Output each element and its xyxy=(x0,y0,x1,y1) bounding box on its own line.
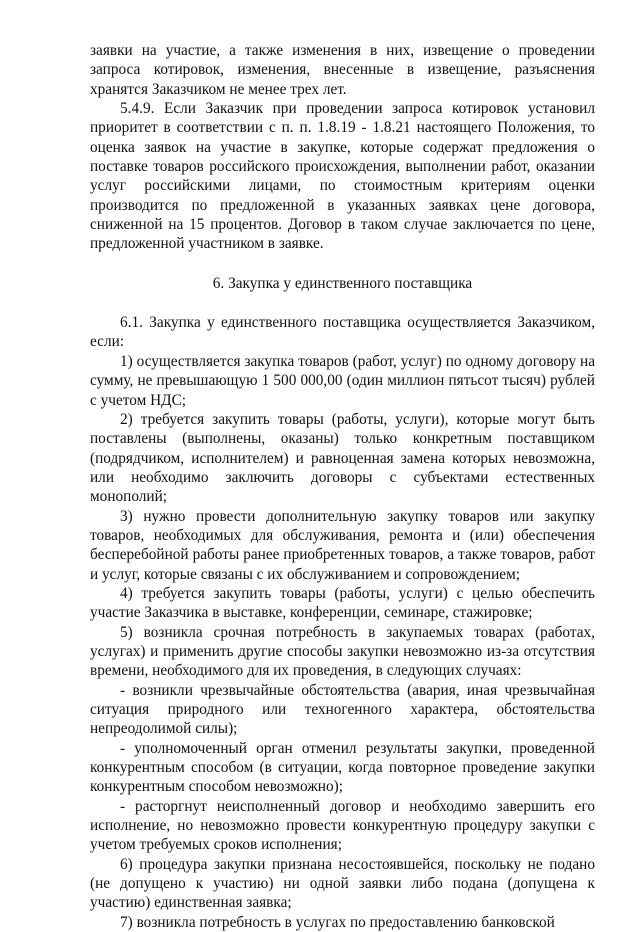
list-item-3: 3) нужно провести дополнительную закупку товаров или закупку товаров, необходимых для обслуживания, ремонта и (или) обеспечения бесперебойной работы ранее приобретенных товаров, а также товаров, работ и услуг, которые связаны с их обслуживанием и сопровождением; xyxy=(90,507,595,583)
list-item-4: 4) требуется закупить товары (работы, услуги) с целью обеспечить участие Заказчика в выставке, конференции, семинаре, стажировке; xyxy=(90,584,595,622)
list-item-1: 1) осуществляется закупка товаров (работ, услуг) по одному договору на сумму, не превышающую 1 500 000,00 (один миллион пятьсот тысяч) рублей с учетом НДС; xyxy=(90,352,595,409)
section-heading: 6. Закупка у единственного поставщика xyxy=(212,274,473,292)
document-body xyxy=(90,41,595,932)
paragraph-6-1: 6.1. Закупка у единственного поставщика осуществляется Заказчиком, если: xyxy=(90,314,595,351)
list-item-6: 6) процедура закупки признана несостоявшейся, поскольку не подано (не допущено к участию) ни одной заявки либо подана (допущена к участию) единственная заявка; xyxy=(90,855,595,912)
sub-item-terminated-contract: - расторгнут неисполненный договор и необходимо завершить его исполнение, но невозможно провести конкурентную процедуру закупки с учетом требуемых сроков исполнения; xyxy=(90,797,595,854)
paragraph-5-4-9: 5.4.9. Если Заказчик при проведении запроса котировок установил приоритет в соответствии с п. п. 1.8.19 - 1.8.21 настоящего Положения, то оценка заявок на участие в закупке, которые содержат предложения о поставке товаров российского происхождения, выполнении работ, оказании услуг российскими лицами, по стоимостным критериям оценки производится по предложенной в указанных заявках цене договора, сниженной на 15 процентов. Договор в таком случае заключается по цене, предложенной участником в заявке. xyxy=(90,100,595,253)
paragraph-continuation: заявки на участие, а также изменения в них, извещение о проведении запроса котировок, изменения, внесенные в извещение, разъяснения хранятся Заказчиком не менее трех лет. xyxy=(90,42,595,98)
list-item-7: 7) возникла потребность в услугах по предоставлению банковской xyxy=(120,913,555,931)
sub-item-cancelled-results: - уполномоченный орган отменил результаты закупки, проведенной конкурентным способом (в ситуации, когда повторное проведение закупки конкурентным способом невозможно); xyxy=(90,739,595,796)
sub-item-emergency: - возникли чрезвычайные обстоятельства (авария, иная чрезвычайная ситуация природного или техногенного характера, обстоятельства непреодолимой силы); xyxy=(90,681,595,738)
list-item-5: 5) возникла срочная потребность в закупаемых товарах (работах, услугах) и применить другие способы закупки невозможно из-за отсутствия времени, необходимого для их проведения, в следующих случаях: xyxy=(90,623,595,680)
list-item-2: 2) требуется закупить товары (работы, услуги), которые могут быть поставлены (выполнены, оказаны) только конкретным поставщиком (подрядчиком, исполнителем) и равноценная замена которых невозможна, или необходимо заключить договоры с субъектами естественных монополий; xyxy=(90,410,595,506)
